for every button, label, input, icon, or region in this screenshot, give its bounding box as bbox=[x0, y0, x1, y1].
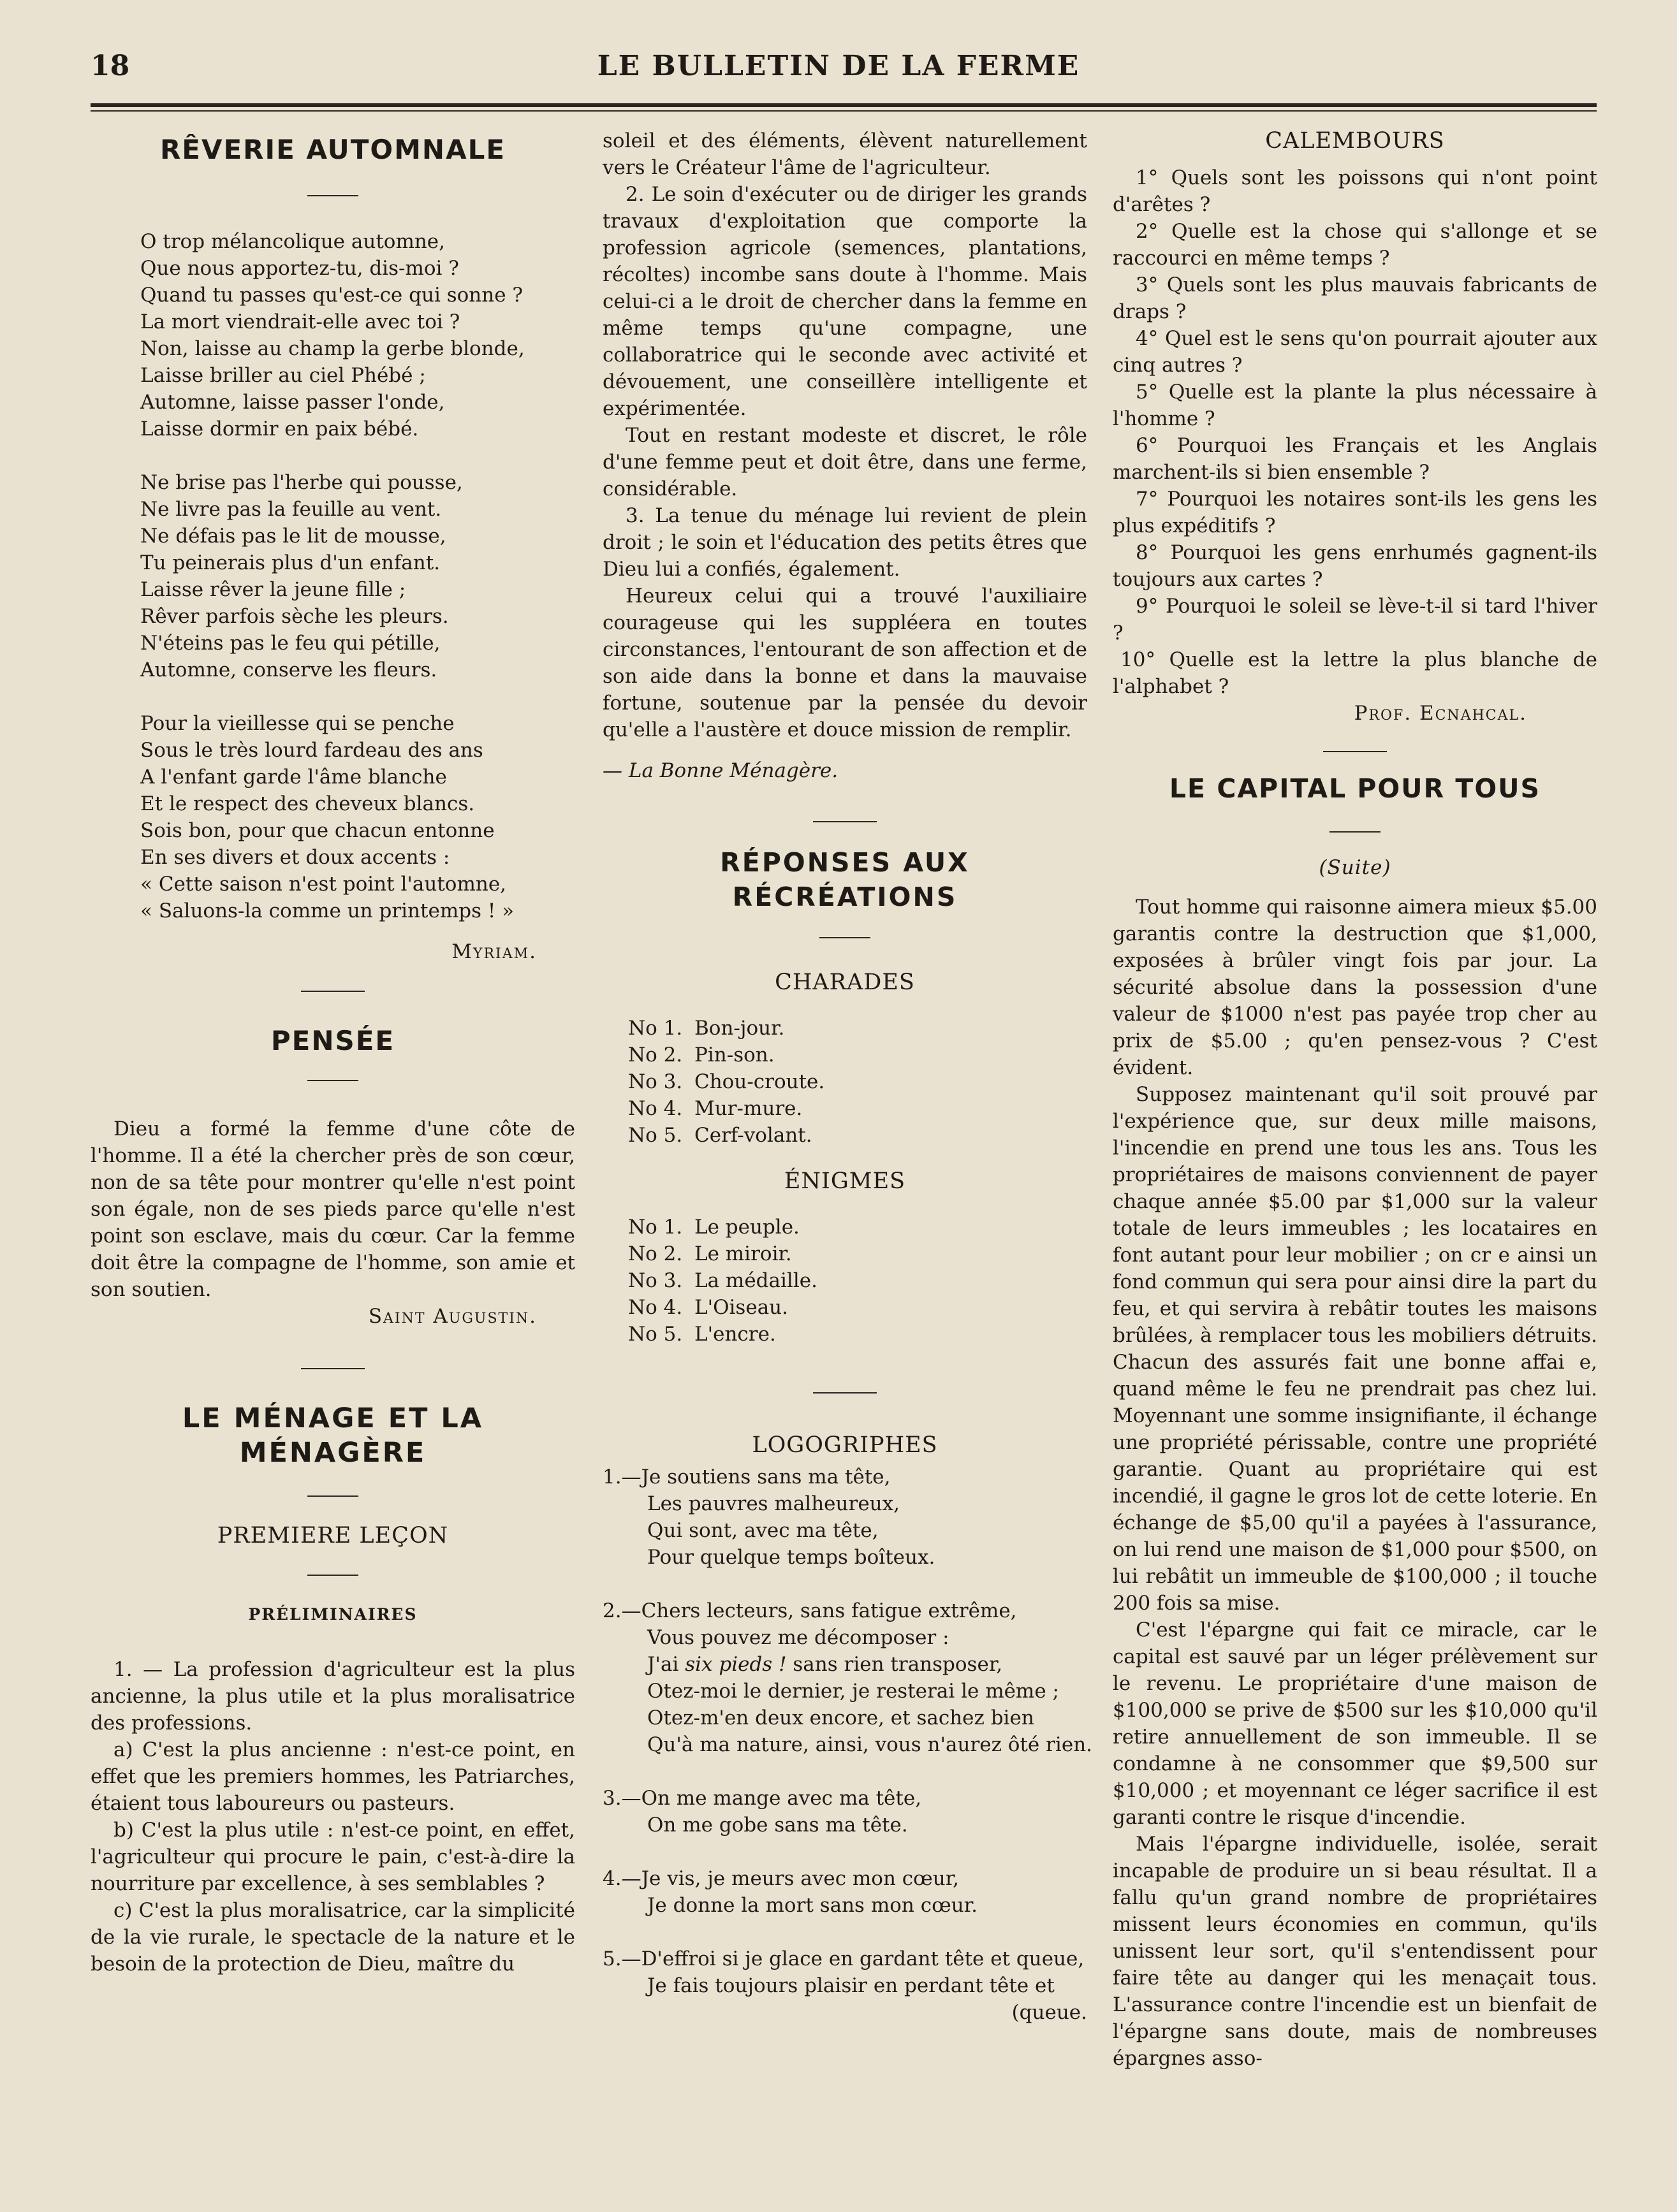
poem-line: Quand tu passes qu'est-ce qui sonne ? bbox=[140, 284, 524, 307]
poem-line: Ne livre pas la feuille au vent. bbox=[140, 498, 442, 521]
calembours-title: CALEMBOURS bbox=[1265, 128, 1445, 154]
menage-paragraph: 2. Le soin d'exécuter ou de diriger les grands travaux d'exploitation que comporte la profession agricole (semences, plantations, récoltes) incombe sans doute à l'homme. Mais celui-ci a le droit de chercher dans la femme en même temps qu'une compagne, une collaboratrice qui le seconde avec activité et dévouement, une conseillère intelligente et expérimentée. bbox=[603, 183, 1087, 420]
poem-line: Laisse dormir en paix bébé. bbox=[140, 418, 419, 440]
list-item: No 2. Pin-son. bbox=[628, 1044, 775, 1066]
capital-title: LE CAPITAL POUR TOUS bbox=[1169, 773, 1541, 804]
poem-line: Ne défais pas le lit de mousse, bbox=[140, 525, 446, 548]
header-rule-thick bbox=[91, 103, 1597, 107]
poem-line: Que nous apportez-tu, dis-moi ? bbox=[140, 257, 459, 280]
prelim-heading: PRÉLIMINAIRES bbox=[248, 1605, 418, 1624]
running-title: LE BULLETIN DE LA FERME bbox=[597, 50, 1080, 82]
list-item: No 5. Cerf-volant. bbox=[628, 1124, 812, 1147]
menage-paragraph: 3. La tenue du ménage lui revient de plein droit ; le soin et l'éducation des petits êtres que Dieu lui a confiés, également. bbox=[603, 504, 1087, 581]
list-item: No 3. Chou-croute. bbox=[628, 1070, 825, 1093]
column-middle bbox=[603, 127, 1093, 2026]
list-item: No 5. L'encre. bbox=[628, 1323, 776, 1346]
logogriphe-3: 3.—On me mange avec ma tête, On me gobe sans ma tête. bbox=[603, 1787, 922, 1837]
list-item: No 1. Bon-jour. bbox=[628, 1017, 785, 1040]
enigmes-list bbox=[603, 1214, 1087, 1348]
page-number: 18 bbox=[91, 50, 130, 82]
poem-line: Laisse briller au ciel Phébé ; bbox=[140, 364, 426, 387]
poem-line: Rêver parfois sèche les pleurs. bbox=[140, 605, 449, 628]
capital-paragraph: Mais l'épargne individuelle, isolée, serait incapable de produire un si beau résultat. Il a fallu qu'un grand nombre de propriétaires missent leurs économies en commun, qu'ils unissent leur sort, qu'il s'entendissent pour faire tête au danger qui les menaçait tous. L'assurance contre l'incendie est un bienfait de l'épargne sans doute, mais de nombreuses épargnes asso- bbox=[1113, 1833, 1597, 2070]
menage-paragraph: Heureux celui qui a trouvé l'auxiliaire courageuse qui les suppléera en toutes circonstances, l'entourant de son affection et de son aide dans la bonne et dans la mauvaise fortune, soutenue par la pensée du devoir qu'elle a l'austère et douce mission de remplir. bbox=[603, 585, 1087, 741]
poem-line: Ne brise pas l'herbe qui pousse, bbox=[140, 471, 463, 494]
poem-line: Sous le très lourd fardeau des ans bbox=[140, 739, 483, 762]
poem-line: Et le respect des cheveux blancs. bbox=[140, 792, 475, 815]
calembour-item: 2° Quelle est la chose qui s'allonge et se raccourci en même temps ? bbox=[1113, 220, 1597, 270]
reponses-title: RÉPONSES AUX RÉCRÉATIONS bbox=[720, 847, 970, 912]
logogriphe-4: 4.—Je vis, je meurs avec mon cœur, Je donne la mort sans mon cœur. bbox=[603, 1867, 978, 1917]
pensee-title: PENSÉE bbox=[270, 1025, 395, 1056]
menage-paragraph: a) C'est la plus ancienne : n'est-ce point, en effet que les premiers hommes, les Patriarches, étaient tous laboureurs ou pasteurs. bbox=[91, 1738, 575, 1815]
list-item: No 4. L'Oiseau. bbox=[628, 1296, 788, 1319]
calembour-item: 5° Quelle est la plante la plus nécessaire à l'homme ? bbox=[1113, 381, 1597, 430]
pensee-text: Dieu a formé la femme d'une côte de l'homme. Il a été la chercher près de son cœur, non de sa tête pour montrer qu'elle n'est point son égale, non de ses pieds parce qu'elle n'est point son esclave, mais du cœur. Car la femme doit être la compagne de l'homme, son amie et son soutien. bbox=[91, 1117, 575, 1301]
calembour-item: 7° Pourquoi les notaires sont-ils les gens les plus expéditifs ? bbox=[1113, 488, 1597, 537]
calembours-author: Prof. Ecnahcal. bbox=[1354, 702, 1527, 725]
capital-paragraph: Supposez maintenant qu'il soit prouvé par l'expérience que, sur deux mille maisons, l'incendie en prend une tous les ans. Tous les propriétaires de maisons conviennent de payer chaque année $5.00 par $1,000 sur la valeur totale de leurs immeubles ; les locataires en font autant pour leur mobilier ; on cr e ainsi un fond commun qui sera pour ainsi dire la part du feu, et qui servira à rebâtir toutes les maisons brûlées, à remplacer tous les mobiliers détruits. Chacun des assurés fait une bonne affai e, quand même le feu ne prendrait pas chez lui. Moyennant une somme insignifiante, il échange une propriété périssable, contre une propriété garantie. Quant au propriétaire qui est incendié, il gagne le gros lot de cette loterie. En échange de $5,00 qu'il a payées à l'assurance, on lui rend une maison de $1,000 pour $500, on lui rebâtit un immeuble de $100,000 ; il touche 200 fois sa mise. bbox=[1113, 1083, 1597, 1615]
lesson-title: PREMIERE LEÇON bbox=[217, 1523, 449, 1548]
poem-line: En ses divers et doux accents : bbox=[140, 846, 450, 869]
menage-source: — La Bonne Ménagère. bbox=[603, 759, 838, 782]
charades-list bbox=[603, 1015, 1087, 1149]
logogriphe-1: 1.—Je soutiens sans ma tête, Les pauvres malheureux, Qui sont, avec ma tête, Pour quelque temps boîteux. bbox=[603, 1466, 935, 1569]
poem-line: A l'enfant garde l'âme blanche bbox=[140, 766, 447, 789]
menage-paragraph: 1. — La profession d'agriculteur est la plus ancienne, la plus utile et la plus moralisatrice des professions. bbox=[91, 1658, 575, 1735]
reverie-title: RÊVERIE AUTOMNALE bbox=[159, 134, 506, 165]
calembour-item: 9° Pourquoi le soleil se lève-t-il si tard l'hiver ? bbox=[1113, 595, 1597, 644]
capital-paragraph: Tout homme qui raisonne aimera mieux $5.00 garantis contre la destruction que $1,000, exposées à brûler vingt fois par jour. La sécurité absolue dans la possession d'une valeur de $1000 n'est pas payée trop cher au prix de $5.00 ; qu'en pensez-vous ? C'est évident. bbox=[1113, 896, 1597, 1079]
menage-paragraph: b) C'est la plus utile : n'est-ce point, en effet, l'agriculteur qui procure le pain, c'est-à-dire la nourriture par excellence, à ses semblables ? bbox=[91, 1819, 575, 1895]
list-item: No 1. Le peuple. bbox=[628, 1216, 800, 1239]
poem-line: « Cette saison n'est point l'automne, bbox=[140, 873, 507, 896]
poem-line: N'éteins pas le feu qui pétille, bbox=[140, 632, 441, 655]
poem-line: Pour la vieillesse qui se penche bbox=[140, 712, 455, 735]
menage-paragraph: Tout en restant modeste et discret, le rôle d'une femme peut et doit être, dans une ferme, considérable. bbox=[603, 424, 1087, 500]
calembour-item: 4° Quel est le sens qu'on pourrait ajouter aux cinq autres ? bbox=[1113, 327, 1597, 377]
poem-line: Tu peinerais plus d'un enfant. bbox=[140, 551, 441, 574]
poem-line: Sois bon, pour que chacun entonne bbox=[140, 819, 495, 842]
calembour-item: 1° Quels sont les poissons qui n'ont point d'arêtes ? bbox=[1113, 166, 1597, 216]
reverie-author: Myriam. bbox=[451, 940, 537, 963]
calembour-item: 6° Pourquoi les Français et les Anglais marchent-ils si bien ensemble ? bbox=[1113, 434, 1597, 484]
list-item: No 3. La médaille. bbox=[628, 1269, 817, 1292]
calembour-item: 10° Quelle est la lettre la plus blanche de l'alphabet ? bbox=[1113, 648, 1597, 698]
logogriphe-2: 2.—Chers lecteurs, sans fatigue extrême, Vous pouvez me décomposer : J'ai six pieds ! sans rien transposer, Otez-moi le dernier, je resterai le même ; Otez-m'en deux encore, et sachez bien Qu'à ma nature, ainsi, vous n'aurez ôté rien. bbox=[603, 1599, 1093, 1756]
list-item: No 4. Mur-mure. bbox=[628, 1097, 803, 1120]
pensee-author: Saint Augustin. bbox=[368, 1305, 537, 1328]
poem-line: La mort viendrait-elle avec toi ? bbox=[140, 310, 460, 333]
reverie-poem bbox=[91, 228, 575, 924]
column-left bbox=[91, 127, 575, 1977]
menage-paragraph: soleil et des éléments, élèvent naturellement vers le Créateur l'âme de l'agriculteur. bbox=[603, 129, 1087, 179]
logogriphes-title: LOGOGRIPHES bbox=[752, 1432, 938, 1458]
header-rule-thin bbox=[91, 110, 1597, 112]
poem-line: Non, laisse au champ la gerbe blonde, bbox=[140, 337, 525, 360]
poem-line: Laisse rêver la jeune fille ; bbox=[140, 578, 406, 601]
calembour-item: 8° Pourquoi les gens enrhumés gagnent-ils toujours aux cartes ? bbox=[1113, 541, 1597, 591]
poem-line: « Saluons-la comme un printemps ! » bbox=[140, 899, 515, 922]
menage-title: LE MÉNAGE ET LA MÉNAGÈRE bbox=[182, 1402, 484, 1469]
charades-title: CHARADES bbox=[775, 970, 915, 995]
logogriphe-5: 5.—D'effroi si je glace en gardant tête et queue, Je fais toujours plaisir en perdant tête et (queue. bbox=[603, 1947, 1087, 2024]
calembour-item: 3° Quels sont les plus mauvais fabricants de draps ? bbox=[1113, 273, 1597, 323]
poem-line: Automne, conserve les fleurs. bbox=[140, 659, 437, 681]
list-item: No 2. Le miroir. bbox=[628, 1242, 792, 1265]
poem-line: O trop mélancolique automne, bbox=[140, 230, 446, 253]
capital-suite: (Suite) bbox=[1319, 856, 1391, 879]
column-right bbox=[1113, 127, 1597, 2072]
poem-line: Automne, laisse passer l'onde, bbox=[140, 391, 445, 414]
enigmes-title: ÉNIGMES bbox=[784, 1168, 906, 1194]
menage-paragraph: c) C'est la plus moralisatrice, car la simplicité de la vie rurale, le spectacle de la nature et le besoin de la protection de Dieu, maître du bbox=[91, 1899, 575, 1976]
capital-paragraph: C'est l'épargne qui fait ce miracle, car le capital est sauvé par un léger prélèvement sur le revenu. Le propriétaire d'une maison de $100,000 se prive de $500 sur les $10,000 qu'il retire annuellement de son immeuble. Il se condamne à ne consommer que $9,500 sur $10,000 ; et moyennant ce léger sacrifice il est garanti contre le risque d'incendie. bbox=[1113, 1619, 1597, 1829]
